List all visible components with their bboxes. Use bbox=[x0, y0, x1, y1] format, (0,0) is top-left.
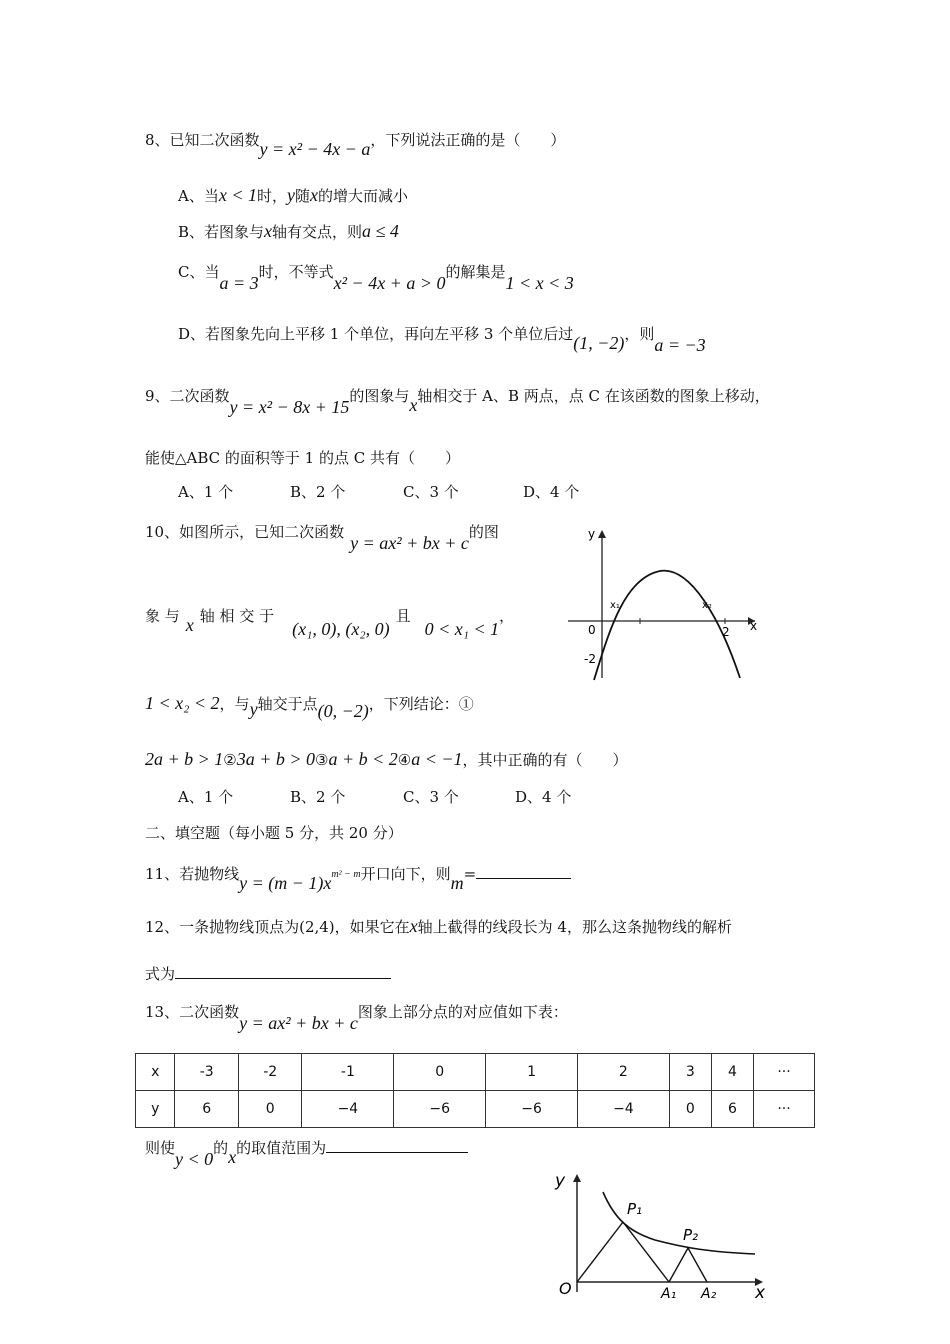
y-axis-arrow bbox=[573, 1174, 581, 1182]
table-cell: 0 bbox=[669, 1091, 711, 1128]
q11-answer-blank[interactable] bbox=[476, 862, 571, 879]
table-cell: -1 bbox=[302, 1054, 394, 1091]
table-cell: 3 bbox=[669, 1054, 711, 1091]
table-cell: ··· bbox=[753, 1091, 814, 1128]
p2-label: P₂ bbox=[683, 1226, 699, 1244]
q10-line4: 2a + b > 1②3a + b > 0③a + b < 2④a < −1，其中正确的有（ ） bbox=[145, 749, 628, 769]
table-cell: 1 bbox=[486, 1054, 578, 1091]
x1-label: x₁ bbox=[610, 600, 620, 611]
q13-question: 则使y < 0的x的取值范围为 bbox=[145, 1136, 468, 1159]
q8-stem: 8、已知二次函数y = x² − 4x − a，下列说法正确的是（ ） bbox=[145, 131, 566, 159]
q8-option-d: D、若图象先向上平移 1 个单位，再向左平移 3 个单位后过(1, −2)，则a = −3 bbox=[178, 325, 706, 355]
x2-label: x₂ bbox=[702, 600, 712, 611]
q10-parabola-graph bbox=[560, 518, 770, 688]
table-cell: −4 bbox=[302, 1091, 394, 1128]
table-cell: ··· bbox=[753, 1054, 814, 1091]
q8-option-b: B、若图象与x轴有交点，则a ≤ 4 bbox=[178, 221, 399, 241]
q10-line3: 1 < x₂ < 2，与y轴交于点(0, −2)，下列结论：① bbox=[145, 693, 474, 721]
neg-two-label: -2 bbox=[584, 652, 596, 666]
table-cell: x bbox=[136, 1054, 175, 1091]
segment-o-p1 bbox=[577, 1222, 623, 1282]
parabola-curve bbox=[594, 571, 740, 680]
table-cell: 2 bbox=[577, 1054, 669, 1091]
x-axis-label: x bbox=[750, 619, 758, 633]
q13-stem: 13、二次函数y = ax² + bx + c图象上部分点的对应值如下表： bbox=[145, 1003, 568, 1033]
a2-label: A₂ bbox=[701, 1286, 717, 1300]
p1-label: P₁ bbox=[627, 1200, 643, 1218]
table-cell: 4 bbox=[711, 1054, 753, 1091]
table-row-y bbox=[136, 1091, 815, 1128]
x-axis-label: x bbox=[755, 1283, 766, 1300]
table-cell: −6 bbox=[486, 1091, 578, 1128]
q12-answer-blank[interactable] bbox=[175, 962, 391, 979]
segment-a1-p2 bbox=[669, 1248, 688, 1282]
origin-label: O bbox=[559, 1279, 572, 1298]
segment-p2-a2 bbox=[688, 1248, 707, 1282]
table-cell: y bbox=[136, 1091, 175, 1128]
q12-line2: 式为 bbox=[145, 962, 391, 985]
table-cell: −6 bbox=[394, 1091, 486, 1128]
table-cell: −4 bbox=[577, 1091, 669, 1128]
hyperbola-figure bbox=[545, 1160, 785, 1300]
q12-stem: 12、一条抛物线顶点为(2,4)，如果它在x轴上截得的线段长为 4，那么这条抛物线的解析 bbox=[145, 916, 732, 936]
q9-stem: 9、二次函数y = x² − 8x + 15的图象与x轴相交于 A、B 两点，点 C 在该函数的图象上移动， bbox=[145, 387, 770, 417]
q8-option-a: A、当x < 1时，y随x的增大而减小 bbox=[178, 185, 409, 205]
q13-value-table bbox=[135, 1053, 815, 1128]
q8-option-c: C、当a = 3时，不等式x² − 4x + a > 0的解集是1 < x < 3 bbox=[178, 263, 574, 293]
q10-stem: 10、如图所示，已知二次函数y = ax² + bx + c的图 bbox=[145, 523, 499, 553]
table-cell: 6 bbox=[175, 1091, 239, 1128]
section-2-title: 二、填空题（每小题 5 分，共 20 分） bbox=[145, 824, 403, 842]
q9-stem-line2: 能使△ABC 的面积等于 1 的点 C 共有（ ） bbox=[145, 449, 461, 467]
y-axis-label: y bbox=[555, 1171, 566, 1191]
hyperbola-curve bbox=[603, 1192, 755, 1254]
a1-label: A₁ bbox=[661, 1286, 677, 1300]
segment-p1-a1 bbox=[623, 1222, 669, 1282]
table-cell: 0 bbox=[394, 1054, 486, 1091]
table-cell: 6 bbox=[711, 1091, 753, 1128]
q8-formula: y = x² − 4x − a bbox=[259, 139, 371, 159]
table-cell: -2 bbox=[238, 1054, 302, 1091]
table-row-x bbox=[136, 1054, 815, 1091]
q10-line2: 象 与 x 轴 相 交 于(x₁, 0), (x₂, 0)且0 < x₁ < 1， bbox=[145, 607, 515, 639]
table-cell: -3 bbox=[175, 1054, 239, 1091]
table-cell: 0 bbox=[238, 1091, 302, 1128]
q11-stem: 11、若抛物线y = (m − 1)xm² − m开口向下，则m= bbox=[145, 862, 571, 888]
q13-answer-blank[interactable] bbox=[326, 1136, 468, 1153]
origin-label: 0 bbox=[588, 623, 596, 637]
y-axis-arrow bbox=[598, 530, 606, 538]
y-axis-label: y bbox=[588, 527, 596, 541]
two-label: 2 bbox=[722, 625, 730, 639]
